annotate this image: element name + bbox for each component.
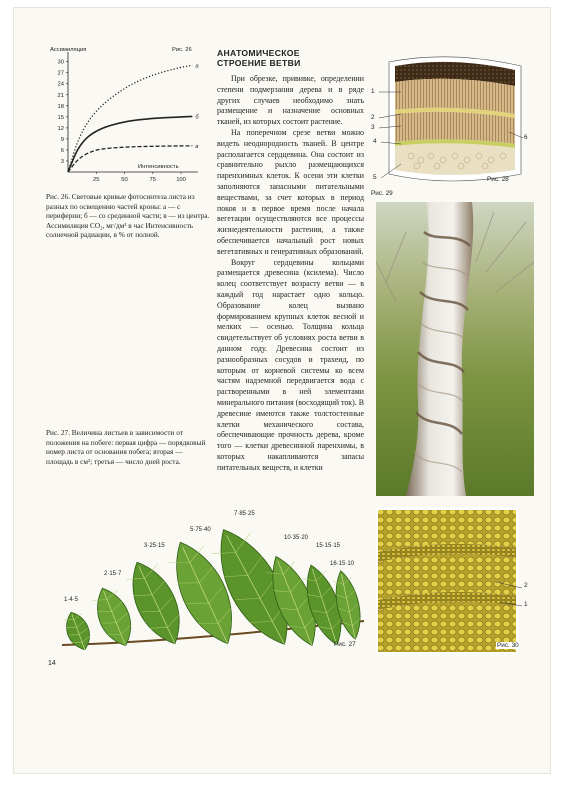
x-tick-label: 100 [176, 177, 186, 183]
x-axis-title: Интенсивность [138, 164, 179, 170]
leaf-label-4: 5·75·40 [190, 527, 211, 533]
y-tick-label: 24 [57, 81, 64, 88]
series-label-3: в [195, 143, 199, 150]
fig29-photo [376, 202, 534, 496]
leaf-label-8: 16·15·10 [330, 561, 355, 567]
leaf-label-5: 7·85·25 [234, 511, 255, 517]
series-line-1 [68, 65, 192, 172]
fig28-number-1: 1 [371, 88, 375, 95]
fig26-label: Рис. 26 [172, 47, 192, 53]
fig28-number-3: 3 [371, 124, 375, 131]
fig28-number-6: 6 [524, 134, 528, 141]
branch-cross-section-illustration [371, 52, 533, 188]
fig26-chart [46, 44, 206, 184]
fig27-caption: Рис. 27. Величина листьев в зависимости от положения на побеге: первая цифра — порядковый номер листа от основания побега; вторая — площадь в см²; третья — число дней роста. [46, 428, 206, 466]
light-curve-chart [46, 44, 206, 184]
fig28-number-2: 2 [371, 114, 375, 121]
series-label-2: б [195, 114, 199, 121]
page-number: 14 [48, 660, 56, 667]
fig28-number-4: 4 [373, 138, 377, 145]
fig30-number-2: 2 [524, 582, 528, 589]
y-tick-label: 30 [57, 59, 64, 66]
fig30-label: Рис. 30 [497, 642, 519, 649]
section-heading [217, 48, 367, 68]
book-page [14, 8, 550, 773]
heading-line-2: СТРОЕНИЕ ВЕТВИ [217, 58, 301, 68]
y-tick-label: 27 [57, 70, 64, 77]
fig28-number-5: 5 [373, 174, 377, 181]
y-tick-label: 9 [60, 136, 64, 143]
fig28-cross-section [371, 52, 533, 188]
fig29-label: Рис. 29 [371, 190, 393, 197]
x-tick-label: 50 [121, 177, 128, 183]
y-axis-title: Ассимиляция [50, 47, 87, 53]
leaf-1 [61, 609, 95, 653]
paragraph-1: При обрезке, прививке, определении степени подмерзания дерева и в ряде других случаев необходимо знать размещение и назначение основных тканей, из которых состоит растение. [217, 74, 364, 127]
leaf-label-7: 15·15·15 [316, 543, 341, 549]
y-tick-label: 18 [57, 103, 64, 110]
leaves-illustration [58, 505, 368, 653]
x-tick-label: 25 [93, 177, 100, 183]
leaf-label-1: 1·4·5 [64, 597, 79, 603]
fig30-cells [376, 508, 532, 654]
series-label-1: а [195, 63, 199, 70]
leaf-label-2: 2·15·7 [104, 571, 122, 577]
fig28-label: Рис. 28 [487, 176, 509, 183]
y-tick-label: 15 [57, 114, 64, 121]
cell-structure-illustration [376, 508, 532, 654]
fig27-leaves [58, 505, 368, 653]
x-tick-label: 75 [149, 177, 157, 183]
fig27-label: Рис. 27 [334, 641, 356, 648]
y-tick-label: 3 [60, 158, 64, 165]
y-tick-label: 12 [57, 125, 64, 132]
body-text [217, 74, 364, 473]
leaf-label-3: 3·25·15 [144, 543, 165, 549]
heading-line-1: АНАТОМИЧЕСКОЕ [217, 48, 300, 58]
fig26-caption: Рис. 26. Световые кривые фотосинтеза листа из разных по освещению частей кроны: а — с периферии; б — со срединной части; в — из центра. Ассимиляция CO₂, мг/дм² в час Интенсивность солнечной радиации, в % от полной. [46, 192, 210, 240]
paragraph-3: Вокруг сердцевины кольцами размещается древесина (ксилема). Число колец соответствует возрасту ветви — в каждый год нарастает одно кольцо. Образование колец вызвано формированием крупных клеток весной и мелких — осенью. Толщина кольца свидетельствует об условиях роста ветви в данном году. Древесина состоит из разнообразных сосудов и трахеид, по которым от корневой системы ко всем частям надземной передвигается вода с растворенными в ней элементами минерального питания (восходящий ток). В древесине имеются также толстостенные клетки механического состава, обеспечивающие прочность дерева, кроме того — клетки древесинной паренхимы, в которых накапливаются запасы питательных веществ, и клетки [217, 257, 364, 472]
paragraph-2: На поперечном срезе ветви можно видеть неоднородность тканей. В центре располагается сердцевина. Она состоит из сравнительно рыхло размещающихся паренхимных клеток. К осени эти клетки заполняются запасными питательными веществами, за счет которых в период покоя и в первое время после начала вегетации осуществляются все процессы жизнедеятельности растения, а также обеспечивается начальный рост новых вегетативных и генеративных образований. [217, 127, 364, 256]
fig30-number-1: 1 [524, 601, 528, 608]
tree-trunk-photo [376, 202, 534, 496]
leaf-label-6: 10·35·20 [284, 535, 309, 541]
y-tick-label: 6 [60, 147, 64, 154]
y-tick-label: 21 [57, 92, 64, 99]
